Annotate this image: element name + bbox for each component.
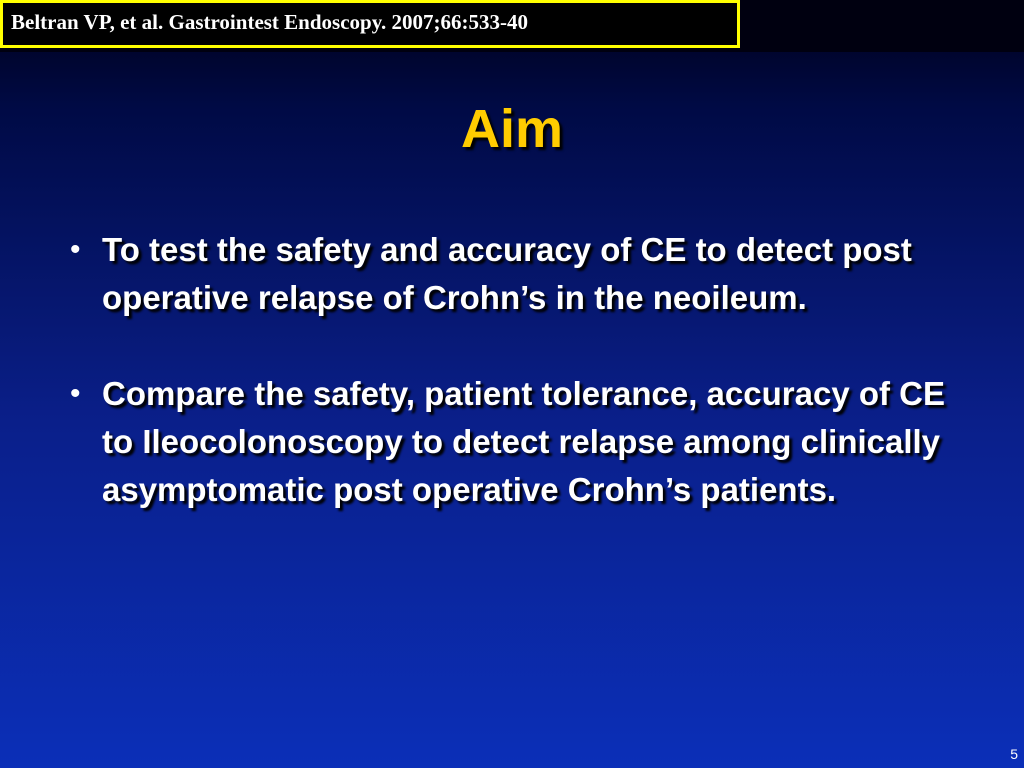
bullet-text: Compare the safety, patient tolerance, accuracy of CE to Ileocolonoscopy to detect relapse among clinically asymptomatic post operative Crohn’s patients. <box>102 375 945 508</box>
bullet-list <box>70 226 950 562</box>
bullet-icon: • <box>70 377 81 410</box>
bullet-icon: • <box>70 233 81 266</box>
citation-box <box>0 0 740 48</box>
bullet-item <box>70 370 950 514</box>
page-number: 5 <box>1010 746 1018 762</box>
citation-text: Beltran VP, et al. Gastrointest Endoscopy. 2007;66:533-40 <box>11 10 529 34</box>
bullet-item <box>70 226 950 322</box>
slide-title: Aim <box>460 99 563 159</box>
bullet-text: To test the safety and accuracy of CE to detect post operative relapse of Crohn’s in the neoileum. <box>102 231 912 316</box>
